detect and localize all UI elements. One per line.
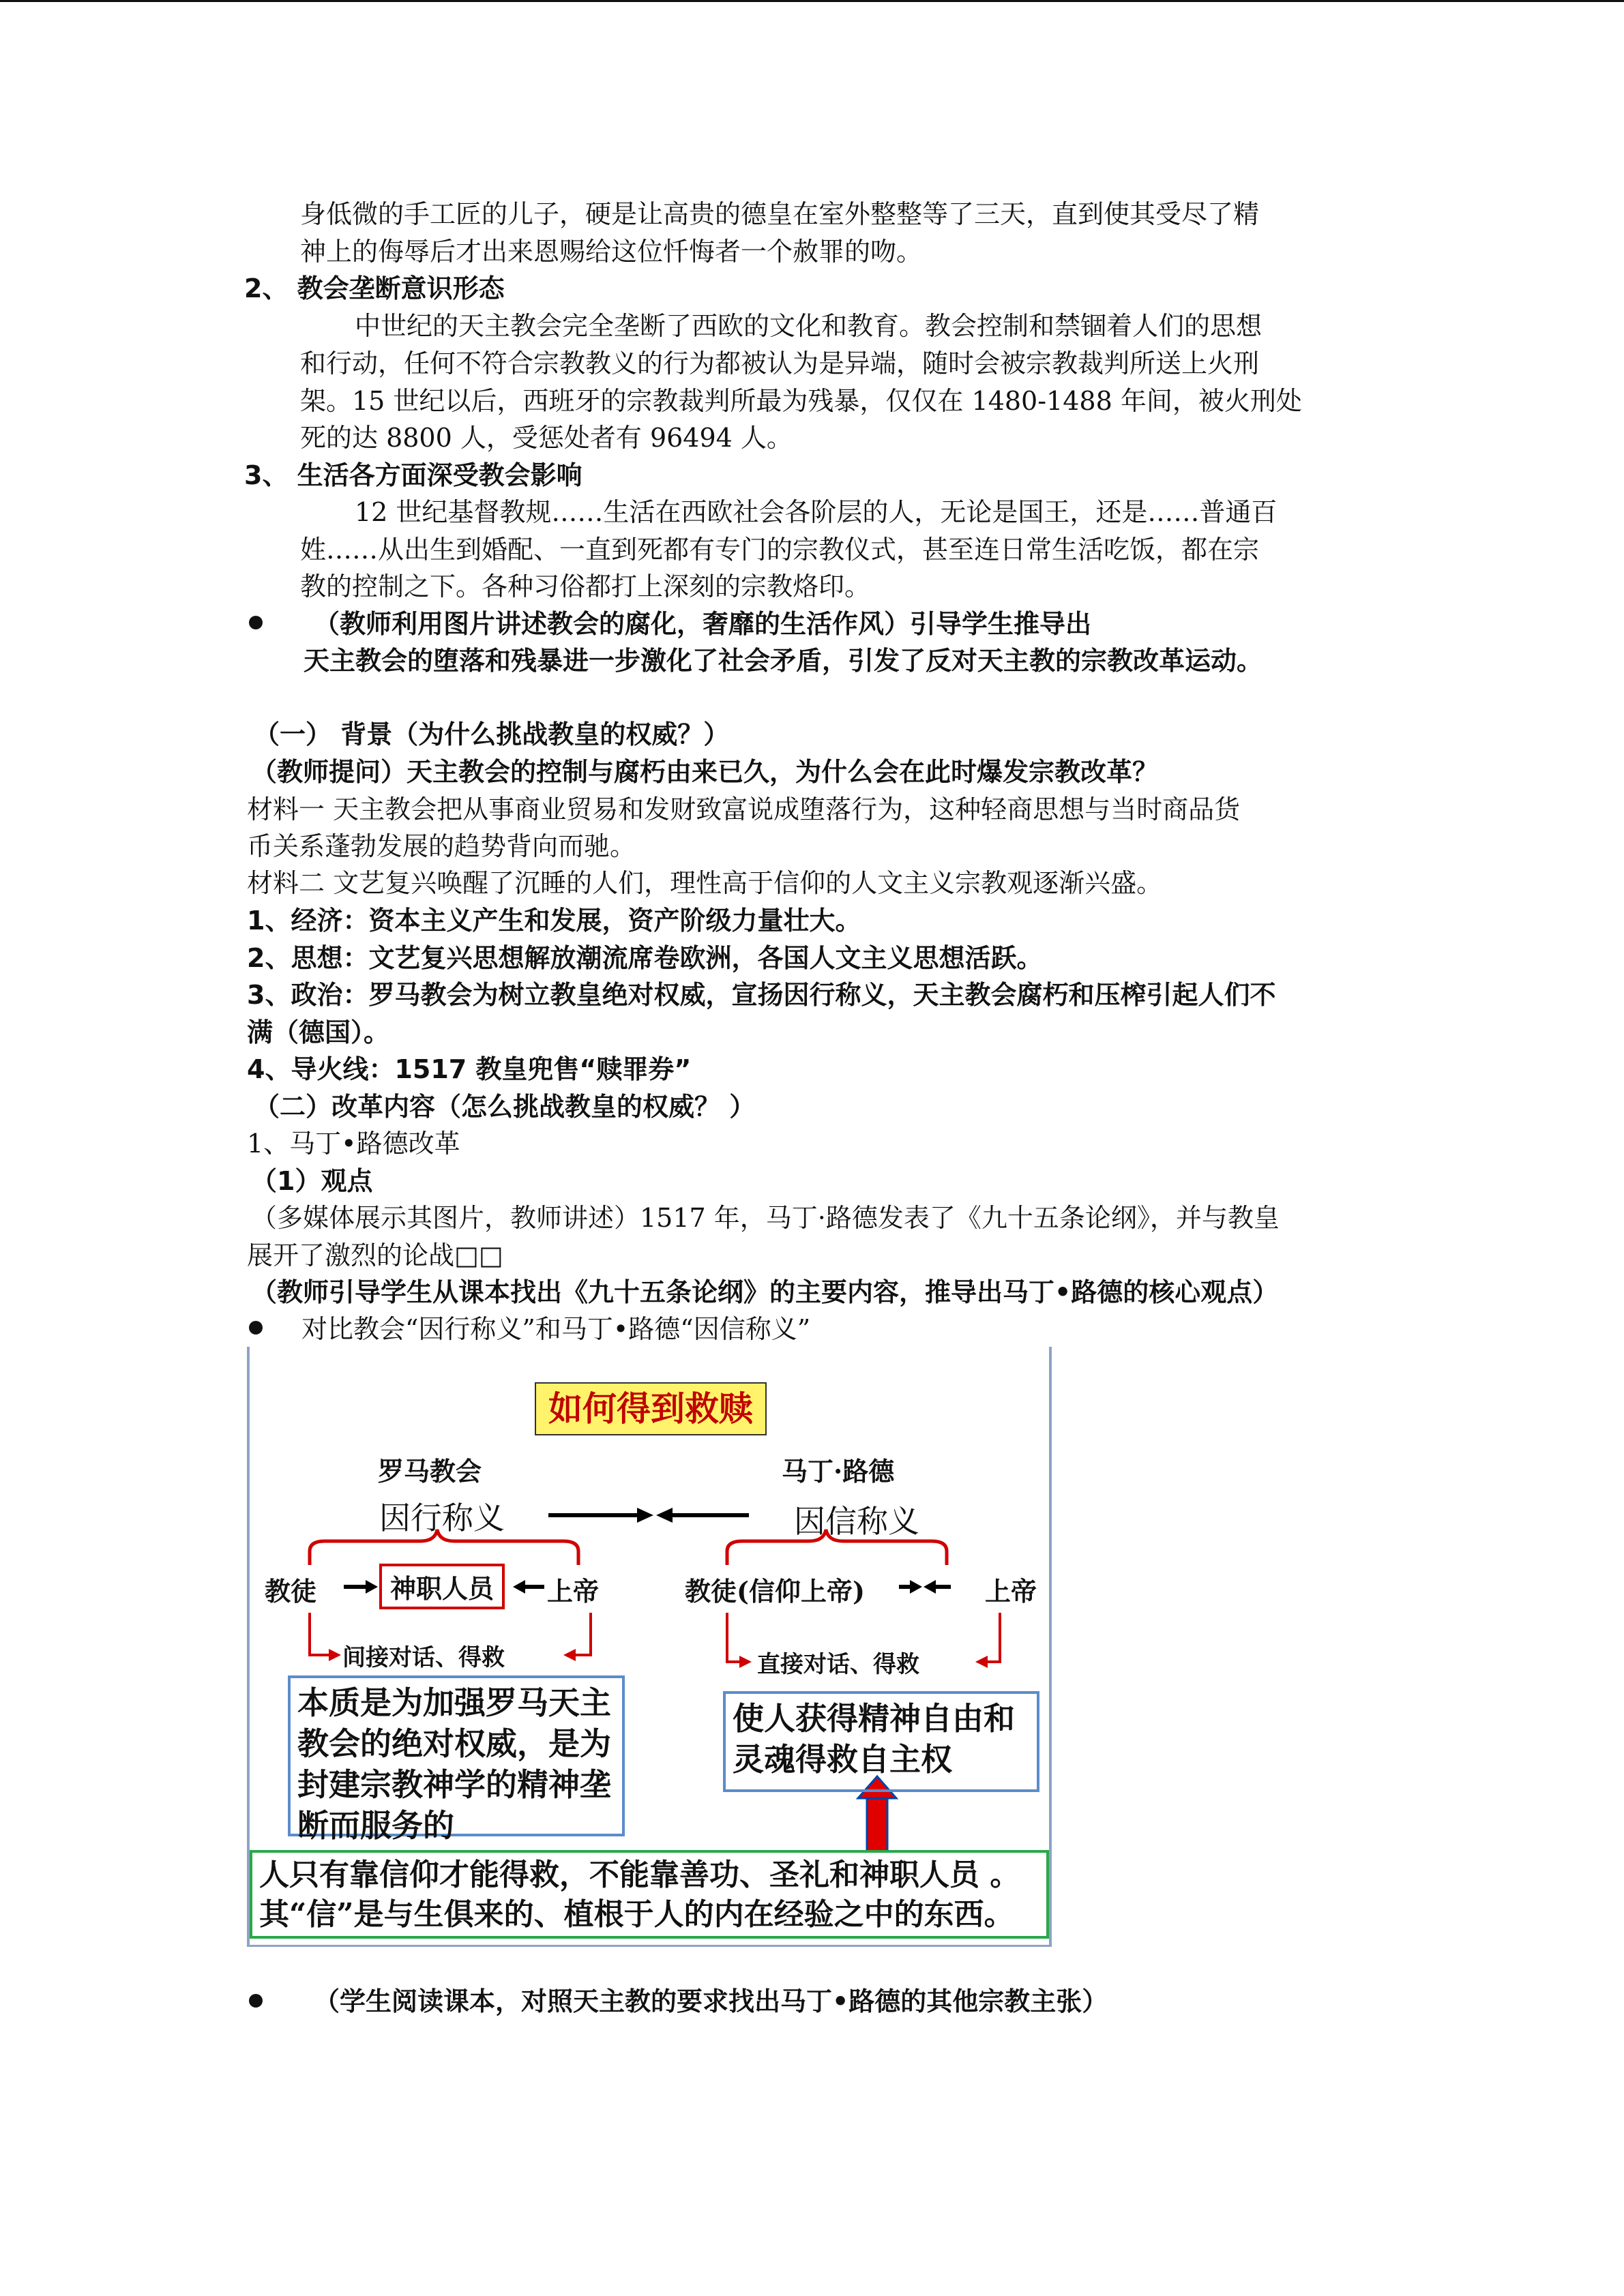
- figure-title: 如何得到救赎: [535, 1382, 767, 1435]
- left-god-label: 上帝: [547, 1576, 600, 1607]
- paragraph-line: 架。15 世纪以后，西班牙的宗教裁判所最为残暴，仅仅在 1480-1488 年间，被火刑处: [300, 386, 1302, 416]
- material-two-line: 材料二 文艺复兴唤醒了沉睡的人们，理性高于信仰的人文主义宗教观逐渐兴盛。: [247, 868, 1163, 898]
- reason-trigger: 4、导火线：1517 教皇兜售“赎罪券”: [247, 1054, 692, 1084]
- section-heading-background: （一） 背景（为什么挑战教皇的权威？）: [254, 719, 730, 749]
- subsection-luther: 1、马丁•路德改革: [247, 1129, 460, 1159]
- material-one-line: 币关系蓬勃发展的趋势背向而驰。: [247, 831, 636, 861]
- right-believer-label: 教徒(信仰上帝): [685, 1576, 865, 1607]
- bullet-icon: [249, 1321, 263, 1335]
- roman-church-heading: 罗马教会: [378, 1456, 482, 1487]
- paragraph-line: 12 世纪基督教规……生活在西欧社会各阶层的人，无论是国王，还是……普通百: [355, 497, 1278, 527]
- clergy-box: 神职人员: [379, 1564, 505, 1609]
- right-god-label: 上帝: [985, 1576, 1037, 1607]
- material-one-line: 材料一 天主教会把从事商业贸易和发财致富说成堕落行为，这种轻商思想与当时商品货: [247, 794, 1241, 824]
- teacher-question: （教师提问）天主教会的控制与腐朽由来已久，为什么会在此时爆发宗教改革？: [251, 757, 1159, 787]
- bullet-text-compare: 对比教会“因行称义”和马丁•路德“因信称义”: [301, 1314, 811, 1344]
- justification-by-faith: 因信称义: [794, 1503, 919, 1540]
- faith-summary-line: 人只有靠信仰才能得救，不能靠善功、圣礼和神职人员 。: [259, 1858, 1020, 1892]
- heading-3: 3、 生活各方面深受教会影响: [244, 460, 582, 490]
- subsection-viewpoint: （1）观点: [251, 1166, 373, 1196]
- section-heading-reform: （二）改革内容（怎么挑战教皇的权威？ ）: [254, 1092, 756, 1122]
- paragraph-line: 教的控制之下。各种习俗都打上深刻的宗教烙印。: [300, 571, 871, 601]
- reason-politics: 3、政治：罗马教会为树立教皇绝对权威，宣扬因行称义，天主教会腐朽和压榨引起人们不: [247, 980, 1276, 1010]
- reason-politics-continued: 满（德国）。: [247, 1017, 390, 1047]
- luther-heading: 马丁·路德: [782, 1456, 895, 1487]
- narration-line: （多媒体展示其图片，教师讲述）1517 年，马丁·路德发表了《九十五条论纲》，并与教皇: [251, 1203, 1280, 1233]
- teacher-guidance: （教师引导学生从课本找出《九十五条论纲》的主要内容，推导出马丁•路德的核心观点）: [251, 1277, 1279, 1307]
- paragraph-line: 死的达 8800 人，受惩处者有 96494 人。: [300, 423, 793, 453]
- reason-thought: 2、思想：文艺复兴思想解放潮流席卷欧洲，各国人文主义思想活跃。: [247, 943, 1043, 973]
- roman-church-essence-box: 本质是为加强罗马天主教会的绝对权威，是为封建宗教神学的精神垄断而服务的: [288, 1675, 625, 1836]
- direct-dialogue-label: 直接对话、得救: [757, 1651, 919, 1678]
- top-border: [0, 0, 1624, 2]
- bullet-icon: [249, 616, 263, 629]
- luther-essence-box: 使人获得精神自由和灵魂得救自主权: [723, 1691, 1039, 1792]
- bullet-text-continued: 天主教会的堕落和残暴进一步激化了社会矛盾，引发了反对天主教的宗教改革运动。: [304, 646, 1263, 676]
- heading-2: 2、 教会垄断意识形态: [244, 273, 505, 303]
- narration-line: 展开了激烈的论战□□: [247, 1240, 503, 1270]
- faith-summary-line: 其“信”是与生俱来的、植根于人的内在经验之中的东西。: [259, 1897, 1014, 1932]
- paragraph-line: 和行动，任何不符合宗教教义的行为都被认为是异端，随时会被宗教裁判所送上火刑: [300, 348, 1260, 378]
- paragraph-line: 神上的侮辱后才出来恩赐给这位忏悔者一个赦罪的吻。: [300, 237, 923, 267]
- salvation-comparison-figure: [247, 1347, 1052, 1947]
- paragraph-line: 姓……从出生到婚配、一直到死都有专门的宗教仪式，甚至连日常生活吃饭，都在宗: [300, 535, 1260, 565]
- bullet-text-student-reading: （学生阅读课本，对照天主教的要求找出马丁•路德的其他宗教主张）: [314, 1986, 1108, 2016]
- paragraph-line: 中世纪的天主教会完全垄断了西欧的文化和教育。教会控制和禁锢着人们的思想: [355, 311, 1263, 341]
- reason-economy: 1、经济：资本主义产生和发展，资产阶级力量壮大。: [247, 906, 861, 936]
- bullet-icon: [249, 1994, 263, 2008]
- paragraph-line: 身低微的手工匠的儿子，硬是让高贵的德皇在室外整整等了三天，直到使其受尽了精: [300, 199, 1260, 229]
- bullet-text: （教师利用图片讲述教会的腐化，奢靡的生活作风）引导学生推导出: [314, 609, 1092, 639]
- left-believer-label: 教徒: [265, 1576, 317, 1607]
- indirect-dialogue-label: 间接对话、得救: [342, 1644, 505, 1671]
- justification-by-works: 因行称义: [379, 1500, 505, 1536]
- faith-summary-box: [250, 1850, 1049, 1939]
